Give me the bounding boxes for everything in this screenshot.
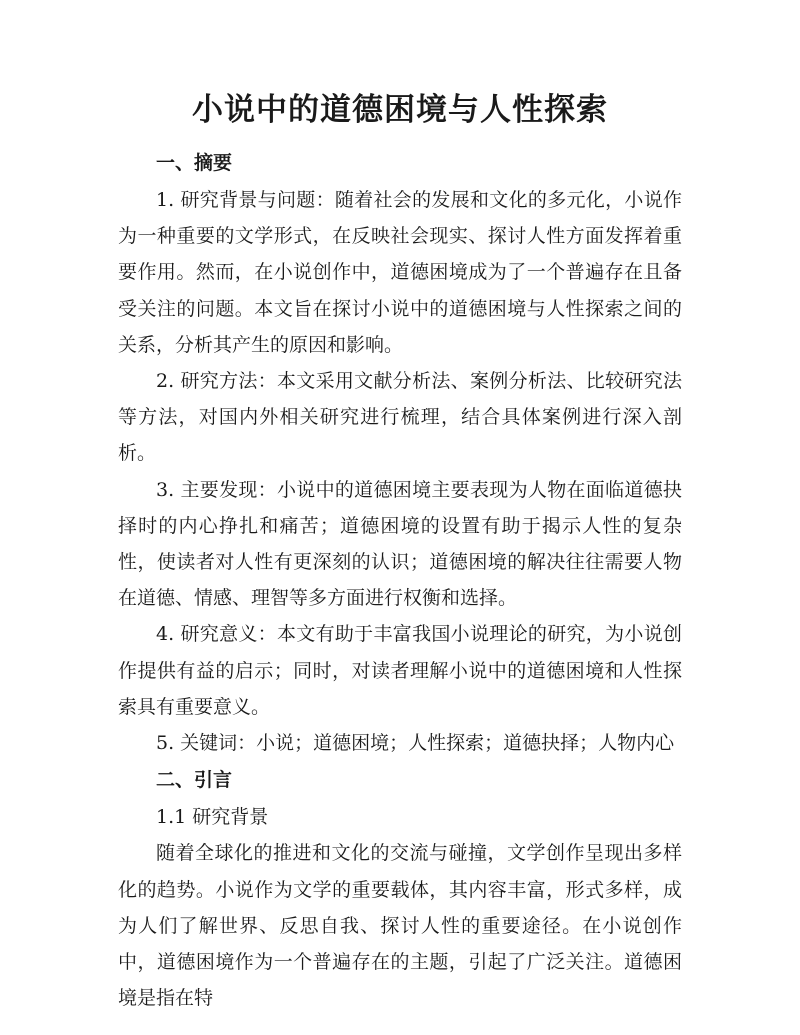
- subsection-heading-background: 1.1 研究背景: [156, 806, 269, 829]
- abstract-paragraph-methods: 2. 研究方法：本文采用文献分析法、案例分析法、比较研究法等方法，对国内外相关研究进行梳理，结合具体案例进行深入剖析。: [118, 370, 682, 465]
- abstract-paragraph-keywords: 5. 关键词：小说；道德困境；人性探索；道德抉择；人物内心: [156, 732, 675, 755]
- document-title: 小说中的道德困境与人性探索: [192, 92, 608, 128]
- document-body: [118, 144, 682, 1016]
- introduction-paragraph: 随着全球化的推进和文化的交流与碰撞，文学创作呈现出多样化的趋势。小说作为文学的重要载体，其内容丰富，形式多样，成为人们了解世界、反思自我、探讨人性的重要途径。在小说创作中，道德困境作为一个普遍存在的主题，引起了广泛关注。道德困境是指在特: [118, 842, 682, 1010]
- abstract-paragraph-background: 1. 研究背景与问题：随着社会的发展和文化的多元化，小说作为一种重要的文学形式，在反映社会现实、探讨人性方面发挥着重要作用。然而，在小说创作中，道德困境成为了一个普遍存在且备受关注的问题。本文旨在探讨小说中的道德困境与人性探索之间的关系，分析其产生的原因和影响。: [118, 189, 682, 356]
- section-heading-abstract: 一、摘要: [156, 152, 233, 174]
- abstract-paragraph-significance: 4. 研究意义：本文有助于丰富我国小说理论的研究，为小说创作提供有益的启示；同时，对读者理解小说中的道德困境和人性探索具有重要意义。: [118, 623, 682, 718]
- abstract-paragraph-findings: 3. 主要发现：小说中的道德困境主要表现为人物在面临道德抉择时的内心挣扎和痛苦；道德困境的设置有助于揭示人性的复杂性，使读者对人性有更深刻的认识；道德困境的解决往往需要人物在道德、情感、理智等多方面进行权衡和选择。: [118, 478, 682, 610]
- section-heading-introduction: 二、引言: [156, 769, 233, 792]
